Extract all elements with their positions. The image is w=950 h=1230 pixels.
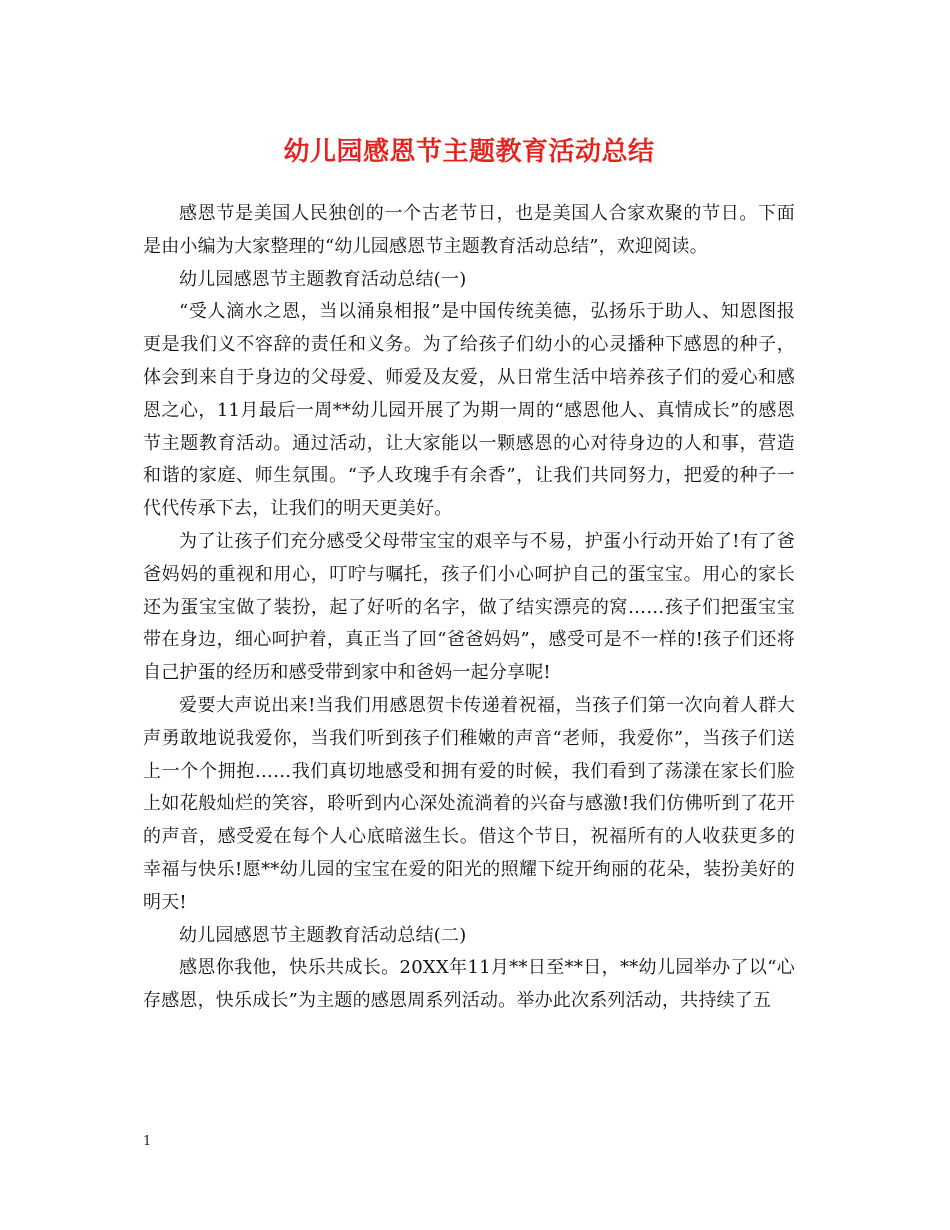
- document-title: 幼儿园感恩节主题教育活动总结: [283, 137, 655, 167]
- body-paragraph: 感恩你我他，快乐共成长。20XX年11月**日至**日，**幼儿园举办了以“心存感恩，快乐成长”为主题的感恩周系列活动。举办此次系列活动，共持续了五: [143, 957, 795, 1012]
- section-heading-1: 幼儿园感恩节主题教育活动总结(一): [179, 268, 467, 290]
- body-paragraph: “受人滴水之恩，当以涌泉相报”是中国传统美德，弘扬乐于助人、知恩图报更是我们义不容辞的责任和义务。为了给孩子们幼小的心灵播种下感恩的种子，体会到来自于身边的父母爱、师爱及友爱，从日常生活中培养孩子们的爱心和感恩之心，11月最后一周**幼儿园开展了为期一周的“感恩他人、真情成长”的感恩节主题教育活动。通过活动，让大家能以一颗感恩的心对待身边的人和事，营造和谐的家庭、师生氛围。“予人玫瑰手有余香”，让我们共同努力，把爱的种子一代代传承下去，让我们的明天更美好。: [143, 301, 795, 520]
- intro-paragraph: 感恩节是美国人民独创的一个古老节日，也是美国人合家欢聚的节日。下面是由小编为大家整理的“幼儿园感恩节主题教育活动总结”，欢迎阅读。: [143, 203, 795, 257]
- body-paragraph: 爱要大声说出来!当我们用感恩贺卡传递着祝福，当孩子们第一次向着人群大声勇敢地说我爱你，当我们听到孩子们稚嫩的声音“老师，我爱你”，当孩子们送上一个个拥抱……我们真切地感受和拥有爱的时候，我们看到了荡漾在家长们脸上如花般灿烂的笑容，聆听到内心深处流淌着的兴奋与感激!我们仿佛听到了花开的声音，感受爱在每个人心底暗滋生长。借这个节日，祝福所有的人收获更多的幸福与快乐!愿**幼儿园的宝宝在爱的阳光的照耀下绽开绚丽的花朵，装扮美好的明天!: [143, 694, 795, 913]
- section-heading-2: 幼儿园感恩节主题教育活动总结(二): [179, 924, 467, 946]
- page-number: 1: [143, 1134, 152, 1149]
- body-paragraph: 为了让孩子们充分感受父母带宝宝的艰辛与不易，护蛋小行动开始了!有了爸爸妈妈的重视和用心，叮咛与嘱托，孩子们小心呵护自己的蛋宝宝。用心的家长还为蛋宝宝做了装扮，起了好听的名字，做了结实漂亮的窝……孩子们把蛋宝宝带在身边，细心呵护着，真正当了回“爸爸妈妈”，感受可是不一样的!孩子们还将自己护蛋的经历和感受带到家中和爸妈一起分享呢!: [143, 530, 795, 684]
- document-body: [143, 198, 795, 1018]
